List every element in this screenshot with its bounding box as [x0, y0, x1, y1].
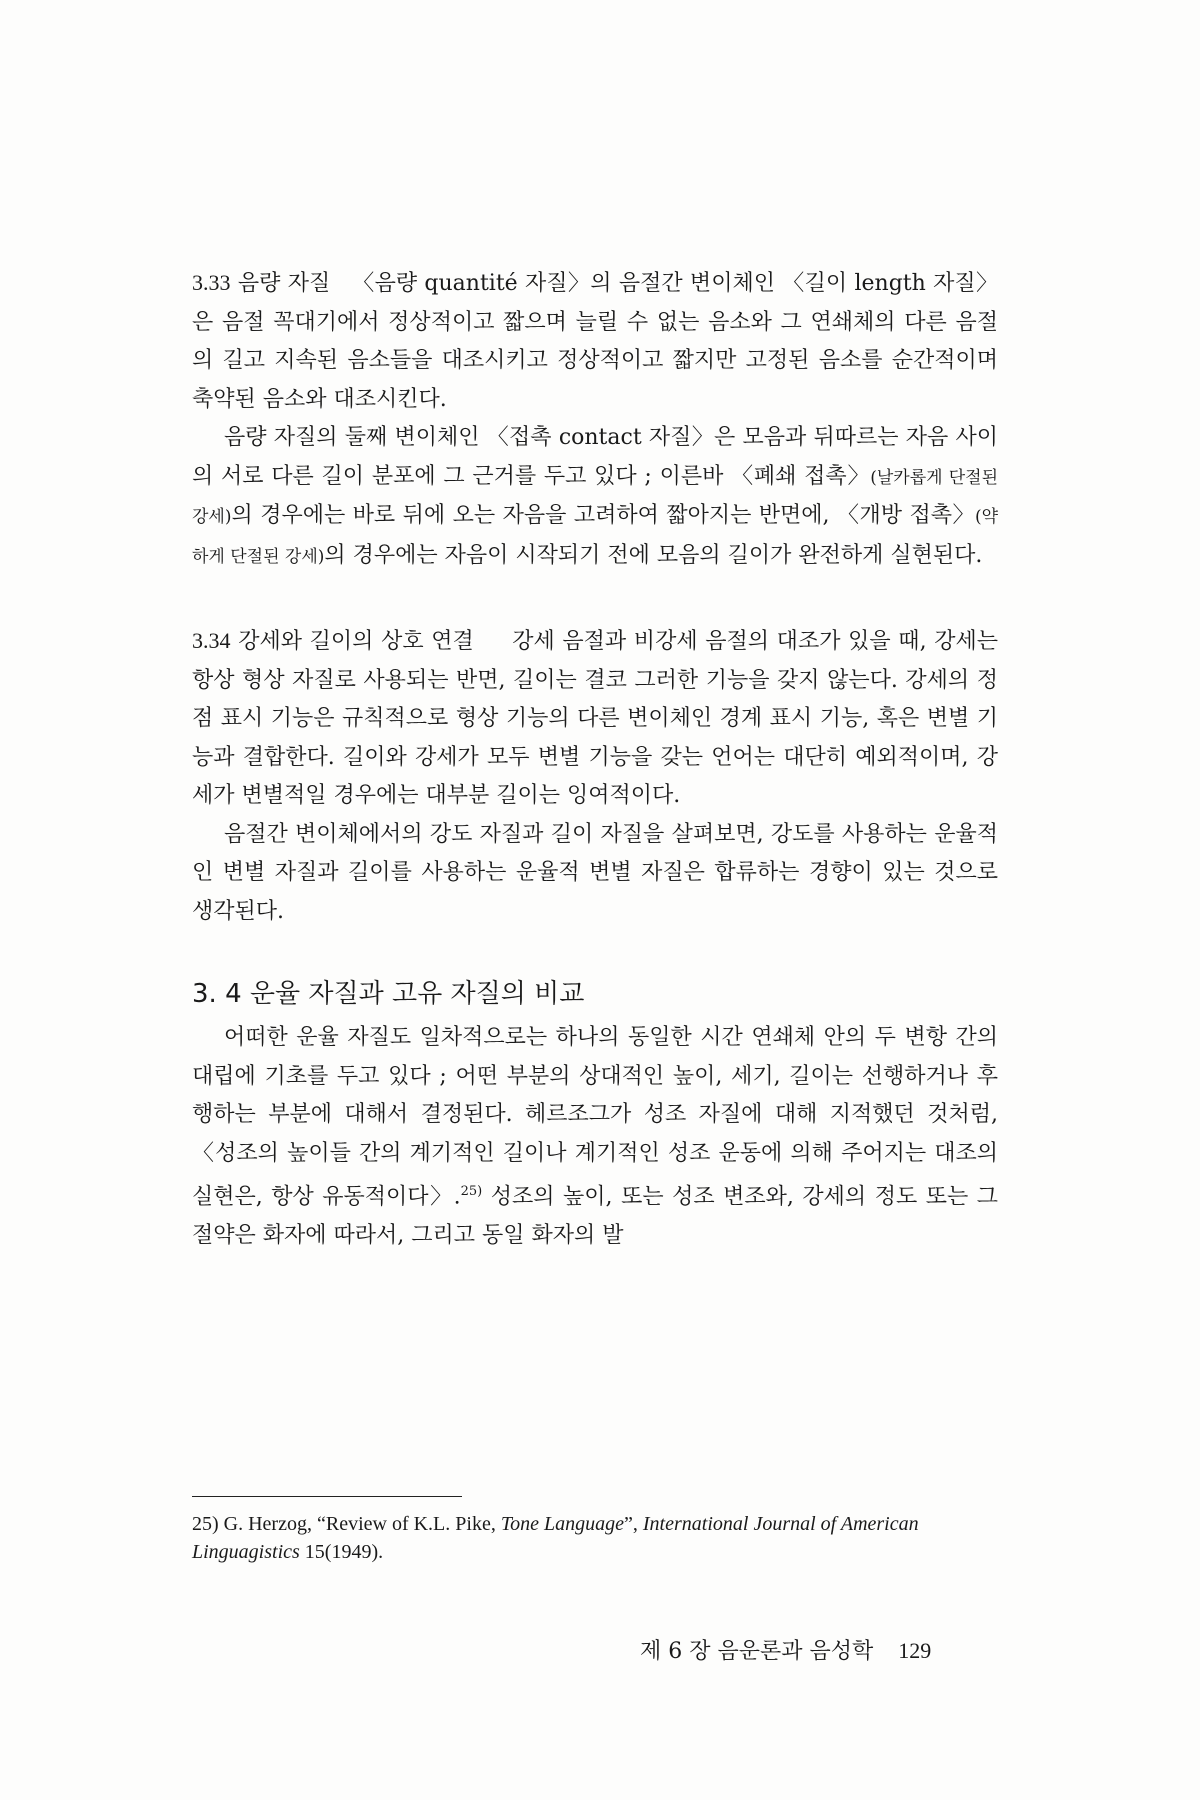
- paragraph-3-33-b: [192, 419, 998, 576]
- footnote-marker: 25): [192, 1513, 219, 1535]
- section-title: 강세와 길이의 상호 연결: [238, 629, 474, 654]
- paragraph-3-34-b: [192, 816, 998, 932]
- running-footer: [640, 1634, 931, 1665]
- inline-note: (약하게 단절된 강세): [192, 507, 998, 567]
- section-title: 음량 자질: [237, 271, 331, 296]
- section-heading-3-4: 3. 4 운율 자질과 고유 자질의 비교: [192, 979, 585, 1009]
- footnote-divider: [192, 1496, 462, 1497]
- paragraph-text: 성조의 높이, 또는 성조 변조와, 강세의 정도 또는 그 절약은 화자에 따라서, 그리고 동일 화자의 발: [192, 1184, 998, 1248]
- paragraph-text: 음량 자질의 둘째 변이체인 〈접촉 contact 자질〉은 모음과 뒤따르는 자음 사이의 서로 다른 길이 분포에 그 근거를 두고 있다 ; 이른바 〈폐쇄 접촉〉: [192, 425, 998, 489]
- section-number: 3.34: [192, 628, 231, 653]
- paragraph-text: 의 경우에는 바로 뒤에 오는 자음을 고려하여 짧아지는 반면에, 〈개방 접촉〉: [231, 503, 975, 528]
- footnote-author: G. Herzog, “Review of K.L. Pike,: [223, 1513, 496, 1535]
- paragraph-text: 강세 음절과 비강세 음절의 대조가 있을 때, 강세는 항상 형상 자질로 사용되는 반면, 길이는 결코 그러한 기능을 갖지 않는다. 강세의 정점 표시 기능은 규칙적으로 형상 기능의 다른 변이체인 경계 표시 기능, 혹은 변별 기능과 결합한다. 길이와 강세가 모두 변별 기능을 갖는 언어는 대단히 예외적이며, 강세가 변별적일 경우에는 대부분 길이는 잉여적이다.: [192, 629, 998, 808]
- footnote-reference: 25): [460, 1184, 483, 1199]
- footnote: [192, 1510, 1012, 1566]
- paragraph-text: 음절간 변이체에서의 강도 자질과 길이 자질을 살펴보면, 강도를 사용하는 운율적인 변별 자질과 길이를 사용하는 운율적 변별 자질은 합류하는 경향이 있는 것으로 생각된다.: [192, 821, 998, 924]
- paragraph-3-33-a: [192, 264, 998, 419]
- inline-note: (날카롭게 단절된 강세): [192, 467, 998, 527]
- paragraph-3-34-a: [192, 622, 998, 816]
- footnote-volume: 15(1949).: [304, 1541, 384, 1563]
- footnote-punct: ”,: [624, 1513, 638, 1535]
- footnote-journal: International Journal of American Linguagistics: [192, 1513, 919, 1563]
- paragraph-3-4: [192, 1019, 998, 1255]
- paragraph-text: 의 경우에는 자음이 시작되기 전에 모음의 길이가 완전하게 실현된다.: [324, 542, 983, 568]
- footnote-book-title: Tone Language: [500, 1513, 624, 1535]
- paragraph-text: 어떠한 운율 자질도 일차적으로는 하나의 동일한 시간 연쇄체 안의 두 변항 간의 대립에 기초를 두고 있다 ; 어떤 부분의 상대적인 높이, 세기, 길이는 선행하거나 후행하는 부분에 대해서 결정된다. 헤르조그가 성조 자질에 대해 지적했던 것처럼, 〈성조의 높이들 간의 계기적인 길이나 계기적인 성조 운동에 의해 주어지는 대조의 실현은, 항상 유동적이다〉.: [192, 1025, 998, 1210]
- paragraph-text: 〈음량 quantité 자질〉의 음절간 변이체인 〈길이 length 자질〉은 음절 꼭대기에서 정상적이고 짧으며 늘릴 수 없는 음소와 그 연쇄체의 다른 음절의 길고 지속된 음소들을 대조시키고 정상적이고 짧지만 고정된 음소를 순간적이며 축약된 음소와 대조시킨다.: [192, 271, 998, 412]
- body-text: [192, 264, 998, 1255]
- chapter-title: 제 6 장 음운론과 음성학: [640, 1639, 874, 1664]
- page-number: 129: [898, 1638, 932, 1663]
- section-number: 3.33: [192, 270, 231, 295]
